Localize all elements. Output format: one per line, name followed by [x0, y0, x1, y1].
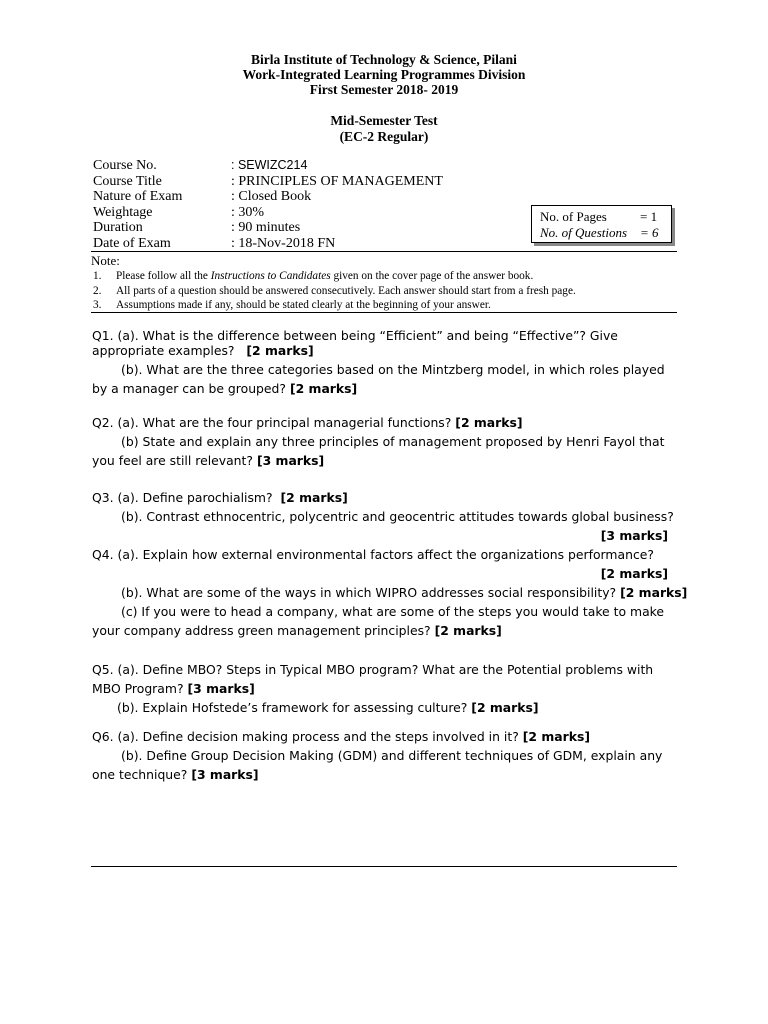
question-2: Q2. (a). What are the four principal managerial functions? [2 marks] (b) State and explain any three principles of management proposed by Henri Fayol that you feel are still relevant? [3 marks] — [92, 413, 676, 470]
info-value: : PRINCIPLES OF MANAGEMENT — [231, 173, 443, 189]
marks: [3 marks] — [600, 528, 668, 543]
question-text: (c) If you were to head a company, what are some of the steps you would take to make — [121, 604, 665, 619]
note-item: 2. All parts of a question should be answered consecutively. Each answer should start from a fresh page. — [93, 284, 576, 297]
divider — [91, 251, 677, 252]
institute-name: Birla Institute of Technology & Science, Pilani — [251, 52, 517, 67]
pages-value: = 1 — [640, 209, 658, 224]
marks: [2 marks] — [434, 623, 502, 638]
info-label: Course Title — [93, 173, 162, 189]
info-label: Weightage — [93, 204, 153, 220]
info-label: Date of Exam — [93, 235, 171, 251]
marks: [2 marks] — [522, 729, 590, 744]
question-4: Q4. (a). Explain how external environmental factors affect the organizations performance? [2 marks] (b). What are some of the ways in which WIPRO addresses social responsibility? [2 marks] (c) If you were to head a company, what are some of the steps you would take to make your company address green management principles? [2 marks] — [92, 547, 688, 638]
footer-rule — [91, 866, 677, 867]
info-value: : 18-Nov-2018 FN — [231, 235, 336, 251]
question-text: (b). Contrast ethnocentric, polycentric and geocentric attitudes towards global business? — [121, 509, 674, 524]
test-name: Mid-Semester Test — [330, 113, 438, 128]
divider — [91, 312, 677, 313]
question-text: (b). Define Group Decision Making (GDM) and different techniques of GDM, explain any — [121, 748, 663, 763]
question-1: Q1. (a). What is the difference between being “Efficient” and being “Effective”? Give appropriate examples? [2 marks] (b). What are the three categories based on the Mintzberg model, in which roles played by a manager can be grouped? [2 marks] — [92, 326, 676, 398]
info-label: Duration — [93, 220, 143, 235]
division-name: Work-Integrated Learning Programmes Division — [242, 67, 526, 82]
questions-value: = 6 — [640, 225, 659, 240]
marks: [2 marks] — [620, 585, 688, 600]
note-item: 3. Assumptions made if any, should be stated clearly at the beginning of your answer. — [93, 299, 491, 311]
question-text: (b). What are the three categories based on the Mintzberg model, in which roles played — [121, 362, 665, 377]
marks: [2 marks] — [471, 700, 539, 715]
question-text: (b) State and explain any three principles of management proposed by Henri Fayol that — [121, 434, 665, 449]
marks: [2 marks] — [600, 566, 668, 581]
info-label: Course No. — [93, 158, 157, 173]
pages-box — [531, 205, 672, 243]
marks: [2 marks] — [246, 343, 314, 358]
marks: [3 marks] — [191, 767, 259, 782]
question-text: Q1. (a). What is the difference between being “Efficient” and being “Effective”? Give — [92, 328, 618, 343]
question-text: Q4. (a). Explain how external environmental factors affect the organizations performance? — [92, 547, 654, 562]
marks: [2 marks] — [455, 415, 523, 430]
question-5: Q5. (a). Define MBO? Steps in Typical MBO program? What are the Potential problems with MBO Program? [3 marks] (b). Explain Hofstede’s framework for assessing culture? [2 marks] — [92, 660, 676, 717]
question-text: Q5. (a). Define MBO? Steps in Typical MBO program? What are the Potential problems with — [92, 662, 654, 677]
info-value: : 90 minutes — [231, 220, 301, 235]
pages-label: No. of Pages — [540, 209, 607, 224]
info-label: Nature of Exam — [93, 189, 183, 204]
question-3: Q3. (a). Define parochialism? [2 marks] (b). Contrast ethnocentric, polycentric and geocentric attitudes towards global business? [3 marks] — [92, 488, 676, 545]
note-item: 1. Please follow all the Instructions to Candidates given on the cover page of the answer book. — [93, 270, 534, 282]
semester: First Semester 2018- 2019 — [309, 82, 459, 97]
question-6: Q6. (a). Define decision making process and the steps involved in it? [2 marks] (b). Define Group Decision Making (GDM) and different techniques of GDM, explain any one technique? [3 marks] — [92, 727, 676, 784]
info-value: : 30% — [231, 204, 265, 220]
info-value: : SEWIZC214 — [231, 158, 308, 172]
info-value: : Closed Book — [231, 189, 312, 204]
marks: [3 marks] — [187, 681, 255, 696]
marks: [3 marks] — [256, 453, 325, 468]
questions-label: No. of Questions — [540, 225, 628, 240]
note-heading: Note: — [91, 253, 120, 268]
note-list — [91, 269, 681, 313]
test-type: (EC-2 Regular) — [339, 129, 429, 144]
marks: [2 marks] — [280, 490, 348, 505]
marks: [2 marks] — [289, 381, 358, 396]
